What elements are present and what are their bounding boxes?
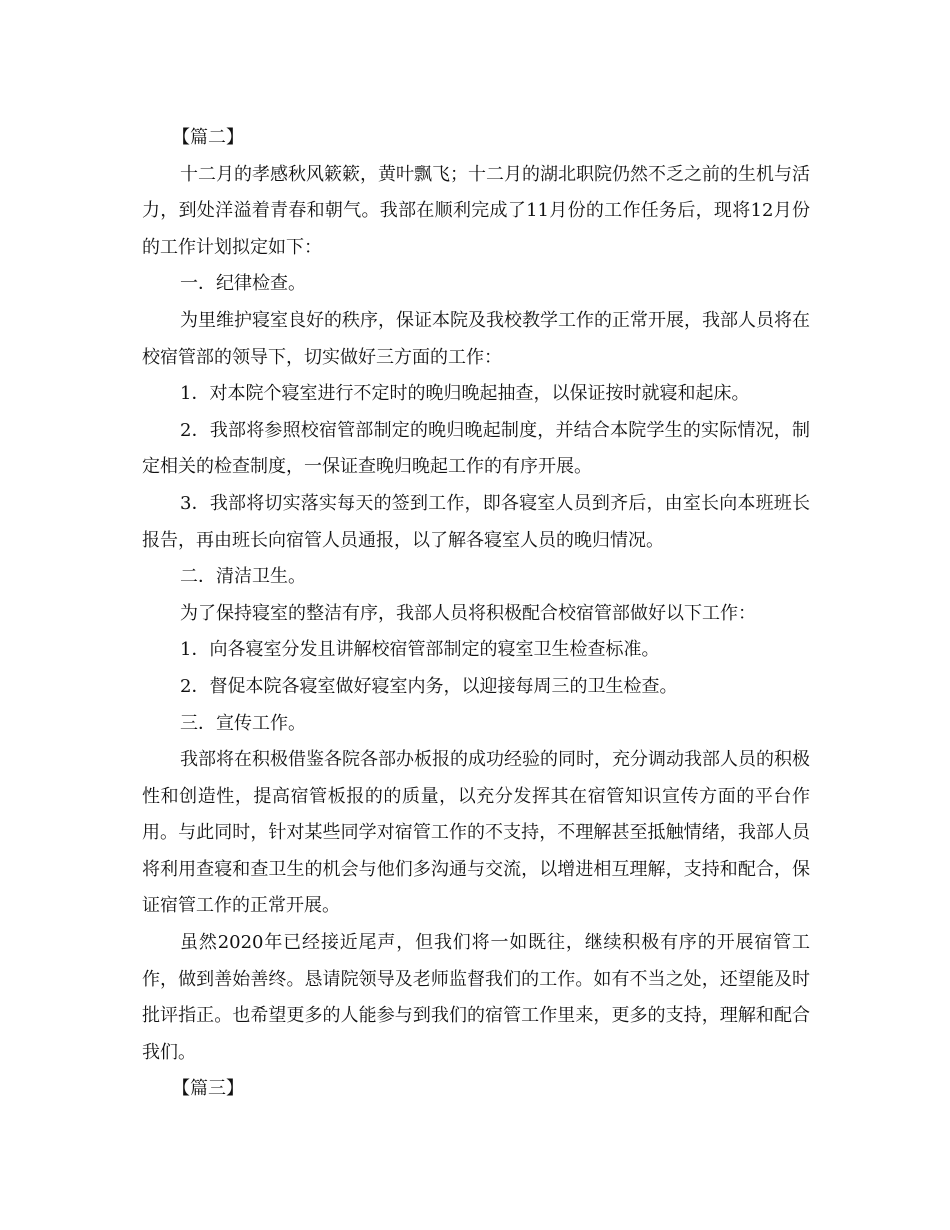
hygiene-item-2: 2．督促本院各寝室做好寝室内务，以迎接每周三的卫生检查。 [180,675,678,697]
discipline-item-1: 1．对本院个寝室进行不定时的晚归晚起抽查，以保证按时就寝和起床。 [180,383,750,405]
hygiene-paragraph: 为了保持寝室的整洁有序，我部人员将积极配合校宿管部做好以下工作： [180,602,756,624]
section-heading-3: 【篇三】 [172,1078,244,1100]
hygiene-item-1: 1．向各寝室分发且讲解校宿管部制定的寝室卫生检查标准。 [180,639,660,661]
item-heading-publicity: 三．宣传工作。 [180,712,306,734]
section-heading-2: 【篇二】 [172,127,244,148]
discipline-paragraph: 为里维护寝室良好的秩序，保证本院及我校教学工作的正常开展，我部人员将在校宿管部的领导下，切实做好三方面的工作： [142,309,810,368]
intro-paragraph: 十二月的孝感秋风簌簌，黄叶飘飞；十二月的湖北职院仍然不乏之前的生机与活力，到处洋溢着青春和朝气。我部在顺利完成了11月份的工作任务后，现将12月份的工作计划拟定如下： [142,163,810,258]
document-body [142,120,810,1108]
item-heading-hygiene: 二．清洁卫生。 [180,566,306,588]
discipline-item-2: 2．我部将参照校宿管部制定的晚归晚起制度，并结合本院学生的实际情况，制定相关的检查制度，一保证查晚归晚起工作的有序开展。 [142,419,810,478]
item-heading-discipline: 一．纪律检查。 [180,273,306,295]
closing-paragraph: 虽然2020年已经接近尾声，但我们将一如既往，继续积极有序的开展宿管工作，做到善始善终。恳请院领导及老师监督我们的工作。如有不当之处，还望能及时批评指正。也希望更多的人能参与到我们的宿管工作里来，更多的支持，理解和配合我们。 [142,932,810,1063]
discipline-item-3: 3．我部将切实落实每天的签到工作，即各寝室人员到齐后，由室长向本班班长报告，再由班长向宿管人员通报，以了解各寝室人员的晚归情况。 [142,492,810,551]
publicity-paragraph: 我部将在积极借鉴各院各部办板报的成功经验的同时，充分调动我部人员的积极性和创造性，提高宿管板报的的质量，以充分发挥其在宿管知识宣传方面的平台作用。与此同时，针对某些同学对宿管工作的不支持，不理解甚至抵触情绪，我部人员将利用查寝和查卫生的机会与他们多沟通与交流，以增进相互理解，支持和配合，保证宿管工作的正常开展。 [142,749,810,917]
